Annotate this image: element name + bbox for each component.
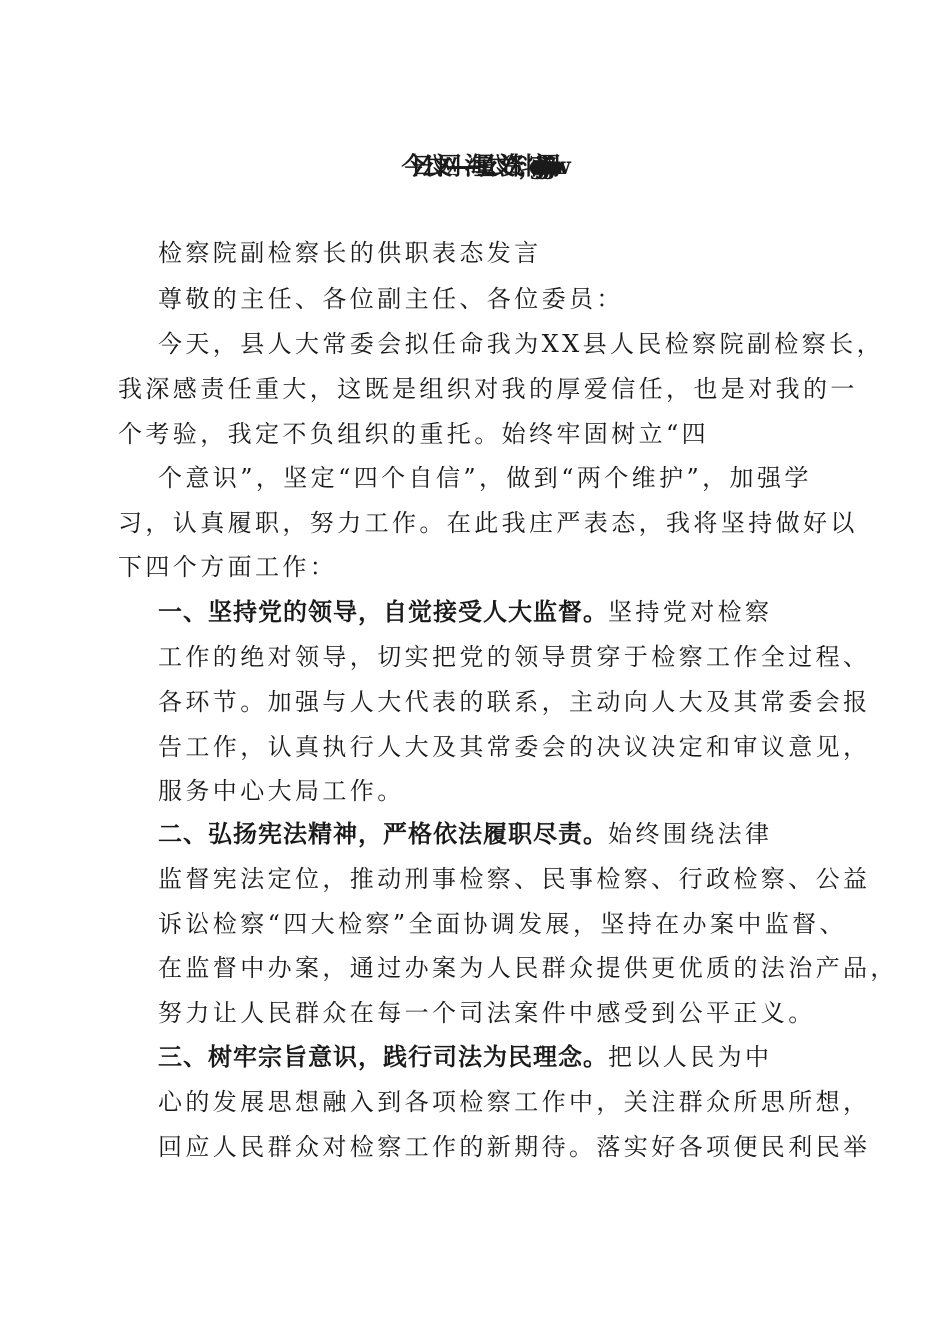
section-2-heading: 二、弘扬宪法精神，严格依法履职尽责。 (158, 820, 608, 848)
section-3-lead (158, 1041, 772, 1073)
section-1-lead-tail: 坚持党对检察 (608, 598, 773, 626)
intro-line-4: 个意识”，坚定“四个自信”，做到“两个维护”，加强学 (158, 464, 812, 492)
section-2-lead (158, 818, 772, 850)
section-3-line-2: 回应人民群众对检察工作的新期待。落实好各项便民利民举 (158, 1133, 871, 1161)
site-header: 今日公文网——海量公文资料，官网 www.jinrigongwen.com (401, 151, 549, 180)
section-2-line-3: 在监督中办案，通过办案为人民群众提供更优质的法治产品， (158, 954, 898, 982)
intro-line-6: 下四个方面工作： (118, 553, 338, 581)
intro-line-3: 个考验，我定不负组织的重托。始终牢固树立“四 (118, 420, 710, 448)
section-1-heading: 一、坚持党的领导，自觉接受人大监督。 (158, 598, 608, 626)
section-2-lead-tail: 始终围绕法律 (608, 820, 773, 848)
section-1-lead (158, 596, 772, 628)
section-1-line-2: 各环节。加强与人大代表的联系，主动向人大及其常委会报 (158, 688, 871, 716)
section-1-line-4: 服务中心大局工作。 (158, 777, 405, 805)
document-title: 检察院副检察长的供职表态发言 (158, 239, 542, 267)
intro-line-2: 我深感责任重大，这既是组织对我的厚爱信任，也是对我的一 (118, 375, 858, 403)
section-3-line-1: 心的发展思想融入到各项检察工作中，关注群众所思所想， (158, 1088, 871, 1116)
intro-line-1: 今天，县人大常委会拟任命我为XX县人民检察院副检察长， (158, 330, 884, 358)
section-2-line-2: 诉讼检察“四大检察”全面协调发展，坚持在办案中监督、 (158, 910, 847, 938)
section-3-lead-tail: 把以人民为中 (608, 1043, 773, 1071)
section-3-heading: 三、树牢宗旨意识，践行司法为民理念。 (158, 1043, 608, 1071)
intro-line-5: 习，认真履职，努力工作。在此我庄严表态，我将坚持做好以 (118, 509, 858, 537)
section-1-line-1: 工作的绝对领导，切实把党的领导贯穿于检察工作全过程、 (158, 643, 871, 671)
section-2-line-4: 努力让人民群众在每一个司法案件中感受到公平正义。 (158, 999, 816, 1027)
section-2-line-1: 监督宪法定位，推动刑事检察、民事检察、行政检察、公益 (158, 865, 871, 893)
salutation: 尊敬的主任、各位副主任、各位委员： (158, 285, 624, 313)
section-1-line-3: 告工作，认真执行人大及其常委会的决议决定和审议意见， (158, 733, 871, 761)
